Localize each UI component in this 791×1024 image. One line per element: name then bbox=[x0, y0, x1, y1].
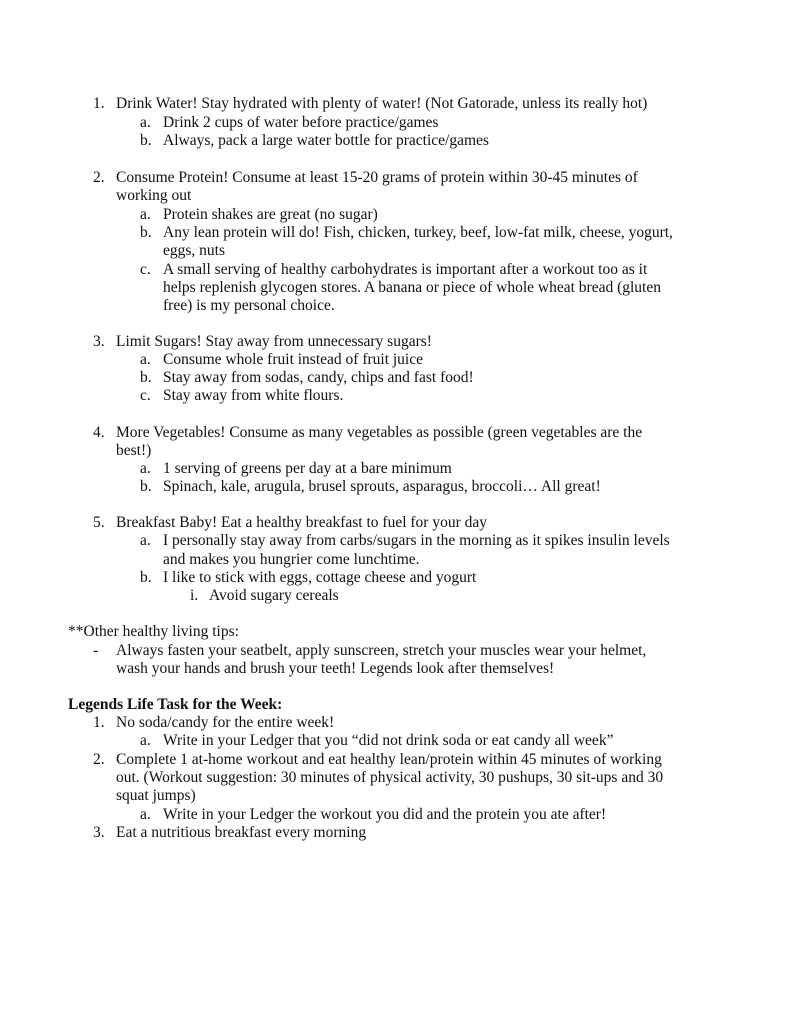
list-item-text: Breakfast Baby! Eat a healthy breakfast to fuel for your day bbox=[116, 514, 487, 531]
task-item-text: squat jumps) bbox=[116, 787, 196, 804]
list-number: 2. bbox=[93, 169, 105, 186]
sub-marker: a. bbox=[140, 114, 151, 131]
task-item-text: Complete 1 at-home workout and eat healthy lean/protein within 45 minutes of working bbox=[116, 751, 662, 768]
sub-marker: c. bbox=[140, 387, 151, 404]
sub-item-text: free) is my personal choice. bbox=[163, 297, 335, 314]
task-item-text: Eat a nutritious breakfast every morning bbox=[116, 824, 367, 841]
sub-marker: a. bbox=[140, 806, 151, 823]
sub-marker: b. bbox=[140, 478, 152, 495]
list-number: 4. bbox=[93, 424, 105, 441]
list-item-text: More Vegetables! Consume as many vegetables as possible (green vegetables are the bbox=[116, 424, 643, 441]
sub-marker: b. bbox=[140, 569, 152, 586]
sub-item-text: Stay away from white flours. bbox=[163, 387, 344, 404]
tip-text: wash your hands and brush your teeth! Legends look after themselves! bbox=[116, 660, 555, 677]
sub-marker: b. bbox=[140, 369, 152, 386]
sub-marker: a. bbox=[140, 206, 151, 223]
list-number: 2. bbox=[93, 751, 105, 768]
sub-item-text: Always, pack a large water bottle for practice/games bbox=[163, 132, 489, 149]
list-number: 5. bbox=[93, 514, 105, 531]
sub-item-text: Consume whole fruit instead of fruit juice bbox=[163, 351, 423, 368]
task-item-text: No soda/candy for the entire week! bbox=[116, 714, 335, 731]
task-item-text: out. (Workout suggestion: 30 minutes of physical activity, 30 pushups, 30 sit-ups and 30 bbox=[116, 769, 664, 786]
list-item-text: Consume Protein! Consume at least 15-20 grams of protein within 30-45 minutes of bbox=[116, 169, 638, 186]
sub-item-text: Spinach, kale, arugula, brusel sprouts, asparagus, broccoli… All great! bbox=[163, 478, 601, 495]
sub-item-text: I personally stay away from carbs/sugars in the morning as it spikes insulin levels bbox=[163, 532, 670, 549]
sub-item-text: Write in your Ledger that you “did not drink soda or eat candy all week” bbox=[163, 732, 614, 749]
sub-item-text: 1 serving of greens per day at a bare minimum bbox=[163, 460, 452, 477]
sub-item-text: Any lean protein will do! Fish, chicken, turkey, beef, low-fat milk, cheese, yogurt, bbox=[163, 224, 673, 241]
sub-item-text: helps replenish glycogen stores. A banana or piece of whole wheat bread (gluten bbox=[163, 279, 661, 296]
sub-marker: a. bbox=[140, 732, 151, 749]
sub-marker: a. bbox=[140, 532, 151, 549]
tip-text: Always fasten your seatbelt, apply sunscreen, stretch your muscles wear your helmet, bbox=[116, 642, 647, 659]
sub-item-text: eggs, nuts bbox=[163, 242, 225, 259]
sub-item-text: Write in your Ledger the workout you did and the protein you ate after! bbox=[163, 806, 607, 823]
dash-marker: - bbox=[93, 642, 99, 659]
sub-item-text: I like to stick with eggs, cottage cheese and yogurt bbox=[163, 569, 477, 586]
sub-item-text: Protein shakes are great (no sugar) bbox=[163, 206, 378, 223]
list-item-text: working out bbox=[116, 187, 192, 204]
other-tips-heading: **Other healthy living tips: bbox=[68, 623, 239, 640]
list-number: 3. bbox=[93, 333, 105, 350]
sub-marker: b. bbox=[140, 132, 152, 149]
list-item-text: Drink Water! Stay hydrated with plenty of water! (Not Gatorade, unless its really hot) bbox=[116, 95, 648, 112]
list-number: 1. bbox=[93, 714, 105, 731]
sub-marker: c. bbox=[140, 261, 151, 278]
sub-sub-item-text: Avoid sugary cereals bbox=[209, 587, 339, 604]
sub-item-text: Stay away from sodas, candy, chips and fast food! bbox=[163, 369, 474, 386]
sub-item-text: and makes you hungrier come lunchtime. bbox=[163, 551, 420, 568]
sub-marker: a. bbox=[140, 351, 151, 368]
list-number: 1. bbox=[93, 95, 105, 112]
list-number: 3. bbox=[93, 824, 105, 841]
list-item-text: best!) bbox=[116, 442, 152, 459]
roman-marker: i. bbox=[190, 587, 199, 604]
list-item-text: Limit Sugars! Stay away from unnecessary sugars! bbox=[116, 333, 432, 350]
sub-item-text: Drink 2 cups of water before practice/games bbox=[163, 114, 439, 131]
sub-marker: b. bbox=[140, 224, 152, 241]
sub-item-text: A small serving of healthy carbohydrates is important after a workout too as it bbox=[163, 261, 648, 278]
task-title: Legends Life Task for the Week: bbox=[68, 696, 283, 713]
sub-marker: a. bbox=[140, 460, 151, 477]
